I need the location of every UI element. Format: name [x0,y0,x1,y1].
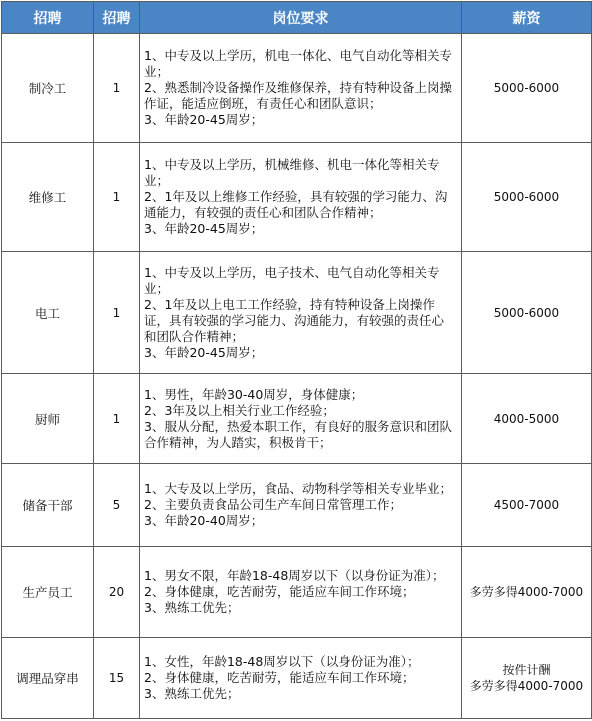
requirement-line: 3、服从分配，热爱本职工作，有良好的服务意识和团队合作精神，为人踏实，积极肯干； [144,418,452,450]
requirement-line: 3、年龄20-45周岁； [144,344,264,360]
header-count: 招聘 [94,2,140,34]
header-salary: 薪资 [462,2,592,34]
requirements-cell [140,374,462,464]
requirement-line: 2、身体健康，吃苦耐劳，能适应车间工作环境； [144,670,415,686]
requirements-cell [140,464,462,547]
table-row [2,374,592,464]
requirement-line: 3、年龄20-40周岁； [144,513,264,529]
salary-cell [462,34,592,143]
requirements-cell [140,638,462,719]
table-row [2,252,592,374]
header-requirements: 岗位要求 [140,2,462,34]
requirement-line: 3、年龄20-45周岁； [144,112,264,128]
requirement-line: 1、男性，年龄30-40周岁，身体健康； [144,386,364,402]
salary-text: 多劳多得4000-7000 [469,679,584,694]
table-row [2,34,592,143]
requirement-line: 1、女性，年龄18-48周岁以下（以身份证为准）； [144,654,420,670]
salary-text: 5000-6000 [493,305,560,320]
position-cell: 制冷工 [2,34,94,143]
requirement-line: 2、熟悉制冷设备操作及维修保养，持有特种设备上岗操作证，能适应倒班，有责任心和团队意识； [144,80,452,112]
salary-cell [462,638,592,719]
count-cell: 5 [94,464,140,547]
count-cell: 1 [94,143,140,252]
salary-cell [462,143,592,252]
requirement-line: 1、中专及以上学历，机电一体化、电气自动化等相关专业； [144,48,452,80]
salary-text: 5000-6000 [493,81,560,96]
requirement-line: 3、熟练工优先； [144,686,240,702]
position-cell: 电工 [2,252,94,374]
count-cell: 15 [94,638,140,719]
table-row [2,547,592,638]
requirement-line: 1、男女不限，年龄18-48周岁以下（以身份证为准）； [144,568,445,584]
salary-cell [462,464,592,547]
requirement-line: 2、主要负责食品公司生产车间日常管理工作； [144,497,402,513]
count-cell: 1 [94,374,140,464]
position-cell: 维修工 [2,143,94,252]
recruitment-table [1,1,592,719]
table-row [2,464,592,547]
position-cell: 储备干部 [2,464,94,547]
table-row [2,638,592,719]
salary-cell [462,547,592,638]
salary-cell [462,252,592,374]
requirement-line: 2、身体健康，吃苦耐劳，能适应车间工作环境； [144,584,415,600]
requirement-line: 3、熟练工优先； [144,600,240,616]
header-position: 招聘 [2,2,94,34]
salary-text: 多劳多得4000-7000 [469,585,584,600]
salary-text: 4000-5000 [493,411,560,426]
requirements-cell [140,34,462,143]
salary-text: 按件计酬 [502,663,551,678]
count-cell: 1 [94,252,140,374]
position-cell: 生产员工 [2,547,94,638]
requirement-line: 1、中专及以上学历，电子技术、电气自动化等相关专业； [144,264,440,296]
header-row [2,2,592,34]
position-cell: 调理品穿串 [2,638,94,719]
requirements-cell [140,252,462,374]
salary-cell [462,374,592,464]
requirements-cell [140,547,462,638]
requirement-line: 2、1年及以上维修工作经验，具有较强的学习能力、沟通能力，有较强的责任心和团队合作精神； [144,189,448,221]
requirement-line: 2、1年及以上电工工作经验，持有特种设备上岗操作证，具有较强的学习能力、沟通能力，有较强的责任心和团队合作精神； [144,296,445,344]
requirement-line: 3、年龄20-45周岁； [144,221,264,237]
requirement-line: 1、大专及以上学历，食品、动物科学等相关专业毕业； [144,481,452,497]
salary-text: 5000-6000 [493,190,560,205]
requirements-cell [140,143,462,252]
table-row [2,143,592,252]
count-cell: 20 [94,547,140,638]
requirement-line: 1、中专及以上学历，机械维修、机电一体化等相关专业； [144,157,440,189]
count-cell: 1 [94,34,140,143]
position-cell: 厨师 [2,374,94,464]
requirement-line: 2、3年及以上相关行业工作经验； [144,402,335,418]
salary-text: 4500-7000 [493,498,560,513]
